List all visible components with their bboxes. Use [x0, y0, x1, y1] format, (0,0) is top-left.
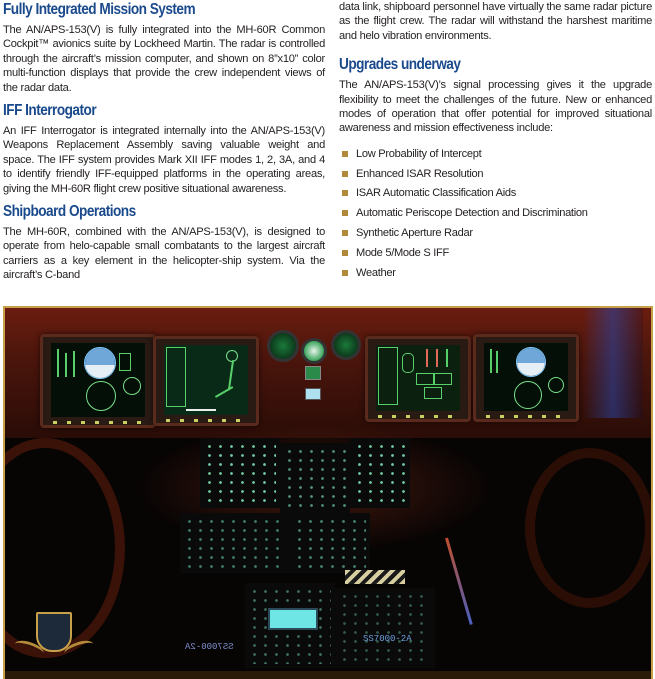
bullet-icon	[342, 190, 348, 196]
bullet-icon	[342, 270, 348, 276]
section-heading: Fully Integrated Mission System	[3, 1, 196, 18]
console-lower-center	[290, 513, 370, 573]
mfd-tactical-display	[153, 336, 259, 426]
right-seat	[525, 448, 653, 608]
list-item: Weather	[339, 263, 652, 283]
attitude-indicator	[516, 347, 546, 377]
section-mission-system	[3, 0, 325, 95]
section-heading: IFF Interrogator	[3, 102, 97, 120]
list-item: Low Probability of Intercept	[339, 144, 652, 164]
console-lower-right	[335, 588, 435, 668]
upgrade-modes-list	[339, 144, 652, 283]
section-iff-interrogator	[3, 101, 325, 196]
list-item: Enhanced ISAR Resolution	[339, 164, 652, 184]
bullet-icon	[342, 230, 348, 236]
list-item: Synthetic Aperture Radar	[339, 223, 652, 243]
bullet-icon	[342, 250, 348, 256]
section-body: The AN/APS-153(V)’s signal processing gives it the upgrade flexibility to meet the challenges of the future. New or enhanced modes of operation that offer potential for improved situational awareness and mission effectiveness include:	[339, 79, 652, 135]
list-item: Mode 5/Mode S IFF	[339, 243, 652, 263]
watermark-logo	[14, 612, 94, 676]
console-keypad-left	[200, 438, 280, 508]
compass-rose	[514, 381, 542, 409]
continuation-text: data link, shipboard personnel have virtually the same radar picture as the flight crew. The radar will withstand the harshest maritime and helo vibration environments.	[339, 1, 652, 42]
gauge-altitude	[331, 330, 361, 360]
compass-rose	[86, 381, 116, 411]
section-heading: Shipboard Operations	[3, 203, 136, 221]
radio-display	[268, 608, 318, 630]
gauge-airspeed	[267, 330, 299, 362]
mfd-flight-display-right	[473, 334, 579, 422]
panel-part-label-reflection: SS7000-2A	[185, 642, 234, 652]
bullet-icon	[342, 151, 348, 157]
attitude-indicator	[84, 347, 116, 379]
standby-screen	[305, 388, 321, 400]
list-item: ISAR Automatic Classification Aids	[339, 183, 652, 203]
panel-part-label: SS7000-2A	[363, 634, 412, 644]
section-shipboard-operations	[3, 202, 325, 283]
console-lower-left	[180, 513, 290, 573]
warning-stripe	[345, 570, 405, 584]
gauge-standby	[301, 338, 327, 364]
left-column	[3, 0, 325, 287]
section-heading: Upgrades underway	[339, 56, 461, 74]
standby-indicator	[305, 366, 321, 380]
section-body: The AN/APS-153(V) is fully integrated into the MH-60R Common Cockpit™ avionics suite by Lockheed Martin. The radar is controlled through the aircraft’s mission computer, and shown on 8”x10” color multi-function displays that provide the crew independent views of the radar data.	[3, 24, 325, 94]
mfd-flight-display-left	[40, 334, 156, 428]
section-body: The MH-60R, combined with the AN/APS-153(V), is designed to operate from helo-capable small combatants to the largest aircraft carriers as a key element in the helicopter-ship system. Via the aircraft’s C-band	[3, 226, 325, 282]
bullet-icon	[342, 171, 348, 177]
list-item: Automatic Periscope Detection and Discrimination	[339, 203, 652, 223]
shield-icon	[36, 612, 72, 652]
section-upgrades	[339, 55, 652, 282]
section-body: An IFF Interrogator is integrated internally into the AN/APS-153(V) Weapons Replacement Assembly saving valuable weight and space. The IFF system provides Mark XII IFF modes 1, 2, 3A, and 4 to identify friendly IFF-equipped platforms in the operating areas, giving the MH-60R flight crew positive situational awareness.	[3, 125, 325, 195]
console-keypad-right	[350, 438, 410, 508]
right-column	[339, 0, 652, 282]
cockpit-photo	[3, 306, 653, 679]
mfd-systems-display	[365, 336, 471, 422]
bullet-icon	[342, 210, 348, 216]
console-control-panel	[280, 443, 350, 513]
